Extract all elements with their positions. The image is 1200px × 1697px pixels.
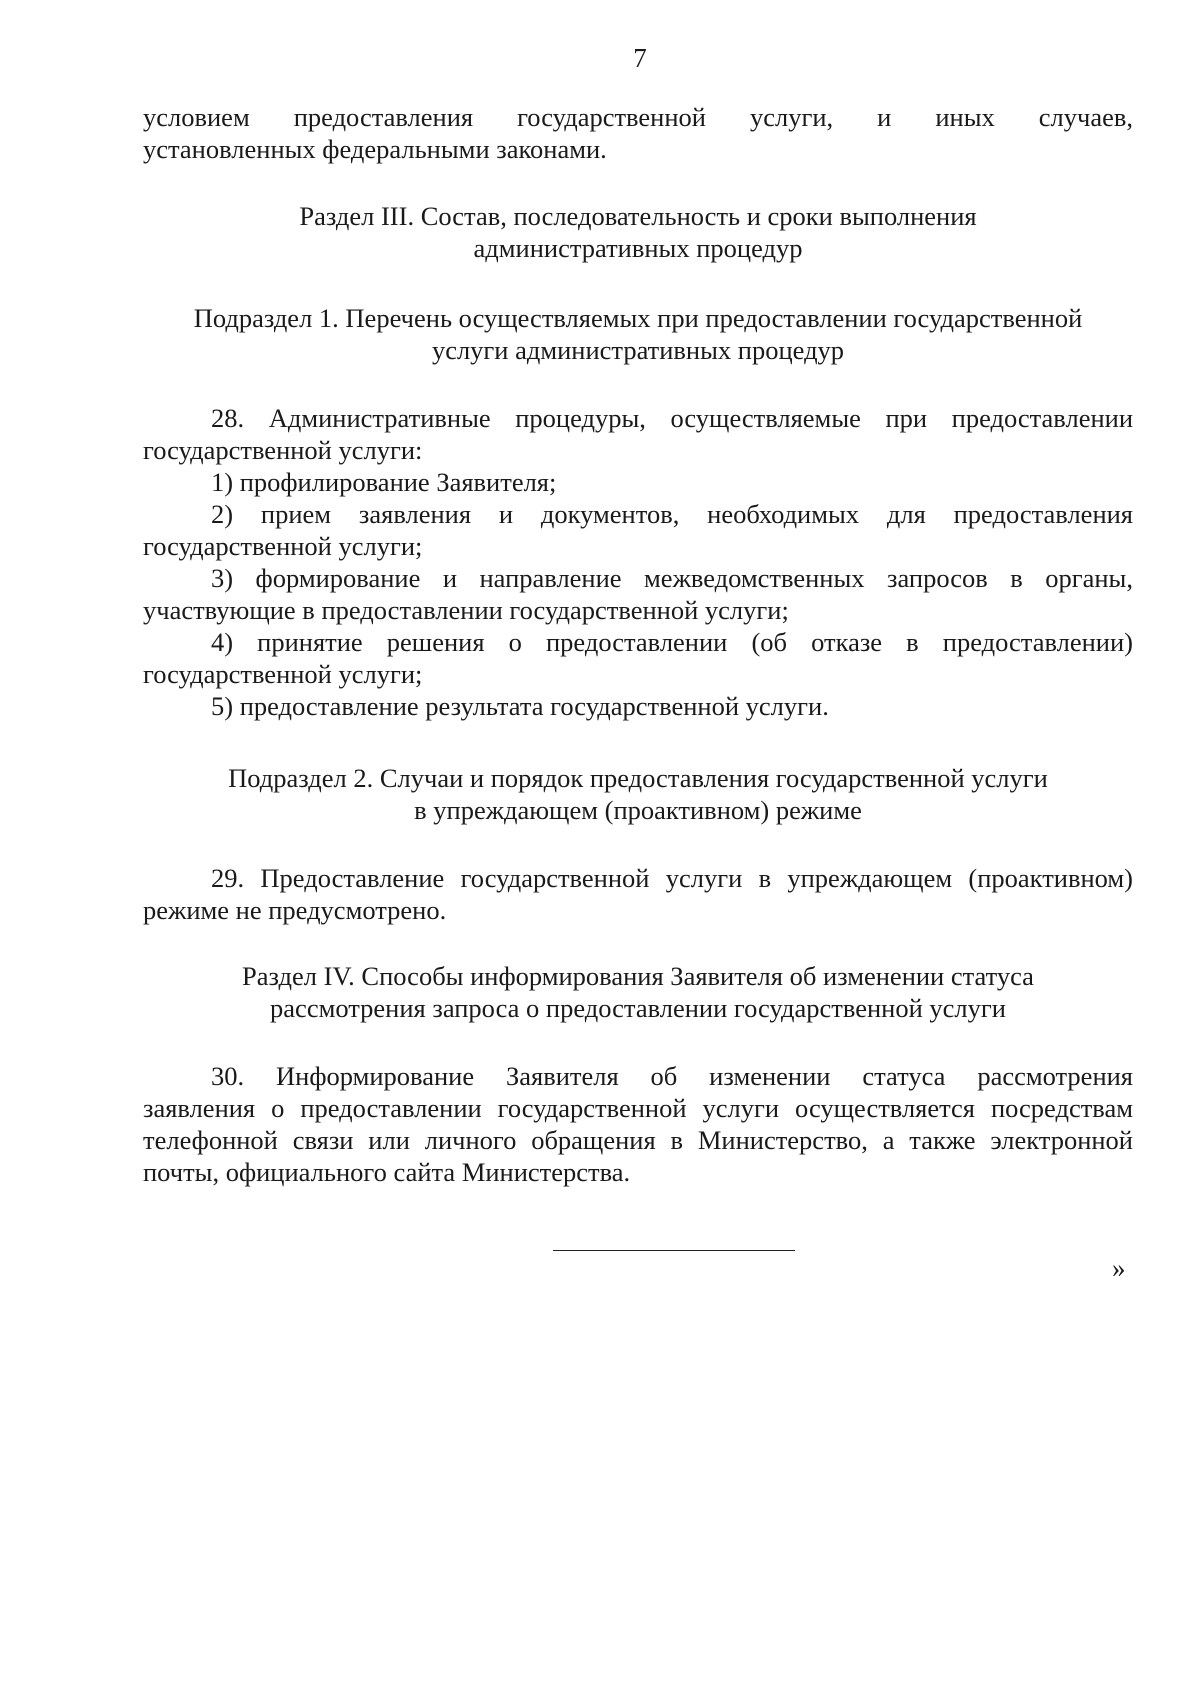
paragraph-line: заявления о предоставлении государственной услуги осуществляется посредствам — [143, 1093, 1133, 1123]
heading-line: Подраздел 1. Перечень осуществляемых при предоставлении государственной — [193, 303, 1083, 333]
paragraph-line: государственной услуги; — [143, 659, 423, 689]
paragraph-line: 29. Предоставление государственной услуги в упреждающем (проактивном) — [211, 863, 1133, 893]
heading-line: в упреждающем (проактивном) режиме — [414, 795, 862, 825]
heading-line: Подраздел 2. Случаи и порядок предоставления государственной услуги — [228, 763, 1048, 793]
page-number: 7 — [633, 43, 647, 73]
list-item: 1) профилирование Заявителя; — [211, 467, 557, 497]
heading-line: Раздел III. Состав, последовательность и сроки выполнения — [299, 201, 977, 231]
item-30-paragraph — [143, 1060, 1133, 1188]
item-28-paragraph — [143, 402, 1133, 722]
heading-line: рассмотрения запроса о предоставлении государственной услуги — [270, 993, 1006, 1023]
continuation-paragraph — [143, 101, 1133, 165]
separator-line — [553, 1250, 795, 1251]
heading-line: услуги административных процедур — [431, 335, 845, 365]
paragraph-line: 28. Административные процедуры, осуществляемые при предоставлении — [211, 403, 1133, 433]
paragraph-line: установленных федеральными законами. — [143, 134, 607, 164]
heading-line: административных процедур — [473, 233, 803, 263]
subsection-2-heading — [143, 762, 1133, 826]
paragraph-line: условием предоставления государственной услуги, и иных случаев, — [143, 102, 1133, 132]
list-item: 2) прием заявления и документов, необходимых для предоставления — [211, 499, 1133, 529]
paragraph-line: почты, официального сайта Министерства. — [143, 1157, 631, 1187]
section-3-heading — [143, 200, 1133, 264]
heading-line: Раздел IV. Способы информирования Заявителя об изменении статуса — [242, 961, 1034, 991]
list-item: 5) предоставление результата государственной услуги. — [211, 691, 829, 721]
list-item: 3) формирование и направление межведомственных запросов в органы, — [211, 563, 1133, 593]
closing-quote: » — [1112, 1253, 1126, 1283]
paragraph-line: участвующие в предоставлении государственной услуги; — [143, 595, 789, 625]
paragraph-line: 30. Информирование Заявителя об изменении статуса рассмотрения — [211, 1061, 1133, 1091]
list-item: 4) принятие решения о предоставлении (об отказе в предоставлении) — [211, 627, 1133, 657]
paragraph-line: государственной услуги; — [143, 531, 423, 561]
item-29-paragraph — [143, 862, 1133, 926]
paragraph-line: государственной услуги: — [143, 435, 423, 465]
paragraph-line: телефонной связи или личного обращения в Министерство, а также электронной — [143, 1125, 1133, 1155]
section-4-heading — [143, 960, 1133, 1024]
subsection-1-heading — [143, 302, 1133, 366]
paragraph-line: режиме не предусмотрено. — [143, 895, 447, 925]
